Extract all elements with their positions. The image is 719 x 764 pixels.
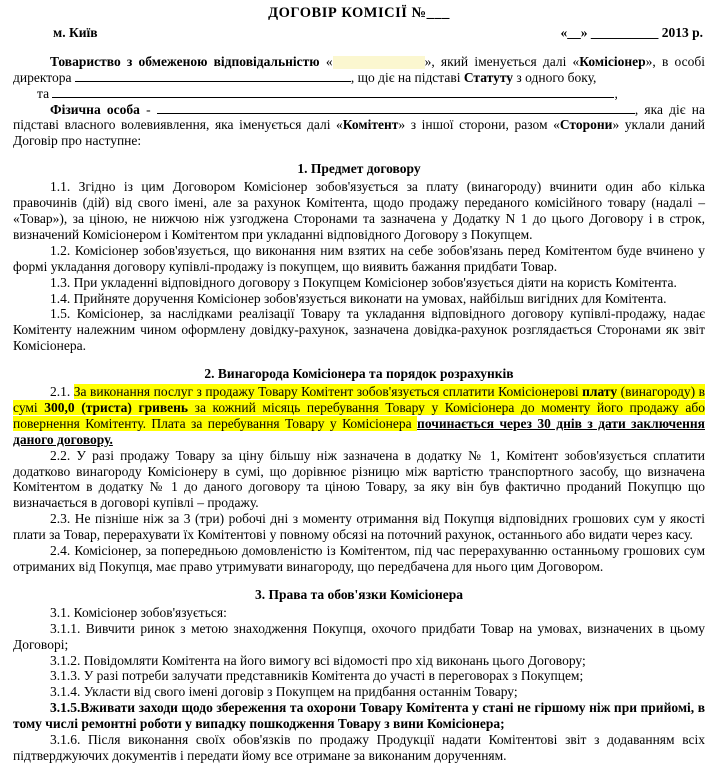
clause-1-2: 1.2. Комісіонер зобов'язується, що виконання ним взятих на себе зобов'язань перед Комітентом буде вчинено у формі укладання договору купівлі-продажу із покупцем, що виявить бажання придбати Товар. — [13, 242, 705, 274]
one-side-text: з одного боку, — [513, 69, 597, 85]
city-label: м. Київ — [53, 24, 98, 40]
clause-2-2: 2.2. У разі продажу Товару за ціну більшу ніж зазначена в додатку № 1, Комітент зобов'язується сплатити додатково винагороду Комісіонеру в сумі, що дорівнює різницю між вартістю транспортного засобу, що визначена Комітентом в додатку № 1 до даного договору та ціною Товару, за яку він був фактично проданий Покупцю що визначається в договорі купівлі – продажу. — [13, 447, 705, 511]
preamble-party1-paragraph — [13, 54, 705, 86]
ta-comma: , — [614, 85, 618, 101]
komitent-term: Комітент — [342, 117, 399, 133]
clause-3-1-2: 3.1.2. Повідомляти Комітента на його вимогу всі відомості про хід виконань цього Договору; — [50, 652, 586, 668]
clause-1-4: 1.4. Прийняте доручення Комісіонер зобов'язується виконати на умовах, найбільш вигідних для Комітента. — [50, 290, 667, 306]
party-type-text: Товариство з обмеженою відповідальністю — [50, 53, 326, 69]
komitent-intro-text: , яка діє на підставі власного волевиявлення, яка іменується далі « — [13, 101, 706, 133]
clause-3-1-4: 3.1.4. Укласти від свого імені договір з Покупцем на придбання останнім Товару; — [50, 684, 518, 700]
preamble-ta-line — [13, 86, 705, 102]
clause-1-1: 1.1. Згідно із цим Договором Комісіонер зобов'язується за плату (винагороду) вчинити один або кілька правочинів (дій) від свого імені, але за рахунок Комітента, щодо продажу переданого комісійного товару (надалі – «Товар»), за ціною, не нижчою ніж узгоджена Сторонами та зазначена у Додатку N 1 до цього Договору і в строк, визначений Комісіонером і Комітентом при укладанні відповідного Договору з Покупцем. — [13, 179, 705, 242]
date-label: «__» __________ 2013 р. — [560, 24, 703, 40]
clause-2-4: 2.4. Комісіонер, за попередньою домовленістю із Комітентом, під час перерахуванню останньому грошових сум отриманих від Покупця, має право утримувати винагороду, що передбачена для нього цим Договором. — [13, 543, 705, 574]
clause-3-1-5: 3.1.5.Вживати заходи щодо збереження та охорони Товару Комітента у стані не гіршому ніж при прийомі, в тому числі ремонтні роботи у випадку пошкодження Товару з вини Комісіонера; — [13, 700, 705, 732]
preamble-party2-paragraph — [13, 102, 705, 150]
agreement-intro-text: » уклали даний Договір про наступне: — [13, 117, 706, 149]
individual-name-blank — [157, 102, 635, 114]
company-name-blank — [333, 56, 425, 69]
statute-intro-text: , що діє на підставі — [350, 69, 464, 85]
section3-heading: 3. Права та обов'язки Комісіонера — [254, 586, 464, 602]
section1-heading: 1. Предмет договору — [297, 161, 421, 177]
city-date-row — [13, 25, 705, 41]
dash-text: - — [139, 101, 157, 117]
clause-3-1-3: 3.1.3. У разі потреби залучати представників Комітента до участі в переговорах з Покупцем; — [50, 668, 584, 684]
individual-term: Фізична особа — [50, 101, 140, 117]
clause-3-1-1: 3.1.1. Вивчити ринок з метою знаходження Покупця, охочого придбати Товар на умовах, визначених в цьому Договорі; — [13, 620, 705, 652]
commissioner-intro-text: », який іменується далі « — [424, 53, 580, 69]
commissioner-term: Комісіонер — [579, 53, 646, 69]
director-name-blank — [75, 70, 351, 82]
document-title: ДОГОВІР КОМІСІЇ №___ — [268, 5, 450, 21]
clause-3-1-6: 3.1.6. Після виконання своїх обов'язків по продажу Продукції надати Комітентові звіт з додаванням всіх підтверджуючих документів і передати йому все отримане за виконаним дорученням. — [13, 732, 705, 763]
clause-1-5: 1.5. Комісіонер, за наслідками реалізації Товару та укладання відповідного договору купівлі-продажу, надає Комітенту належним чином оформлену довідку-рахунок, зазначена довідка-рахунок розглядається Сторонами як звіт Комісіонера. — [13, 306, 705, 354]
clause-2-1-highlight-text: За виконання послуг з продажу Товару Комітент зобов'язується сплатити Комісіонерові — [73, 384, 583, 400]
statute-term: Статуту — [463, 69, 514, 85]
clause-1-3: 1.3. При укладенні відповідного договору з Покупцем Комісіонер зобов'язується діяти на користь Комітента. — [50, 274, 677, 290]
payment-term-bold: плату — [582, 384, 618, 400]
clause-2-1 — [13, 384, 705, 448]
sum-intro-highlight: (винагороду) в сумі — [13, 384, 705, 415]
open-quote: « — [325, 53, 333, 69]
parties-term: Сторони — [559, 117, 613, 133]
second-party-blank — [52, 86, 614, 98]
clause-2-1-number: 2.1. — [50, 384, 74, 400]
clause-2-3: 2.3. Не пізніше ніж за 3 (три) робочі дні з моменту отримання від Покупця відповідних грошових сум у якості плати за Товар, перерахувати їх Комітентові у повному обсязі на поточний рахунок, останнього або видати через касу. — [13, 511, 705, 543]
start-date-bold-underline: починається через 30 днів з дати заключення даного договору. — [13, 415, 705, 447]
director-intro-text: », в особі директора — [13, 53, 705, 85]
clause-3-1: 3.1. Комісіонер зобов'язується: — [50, 604, 227, 620]
sum-amount-bold: 300,0 (триста) гривень — [44, 399, 189, 415]
monthly-fee-highlight: за кожний місяць перебування Товару у Комісіонера до моменту його продажу або повернення Комітенту. Плата за перебування Товару у Комісіонера — [13, 399, 706, 431]
section2-heading: 2. Винагорода Комісіонера та порядок розрахунків — [204, 366, 514, 382]
ta-text: та — [37, 85, 53, 101]
parties-intro-text: » з іншої сторони, разом « — [398, 117, 560, 133]
